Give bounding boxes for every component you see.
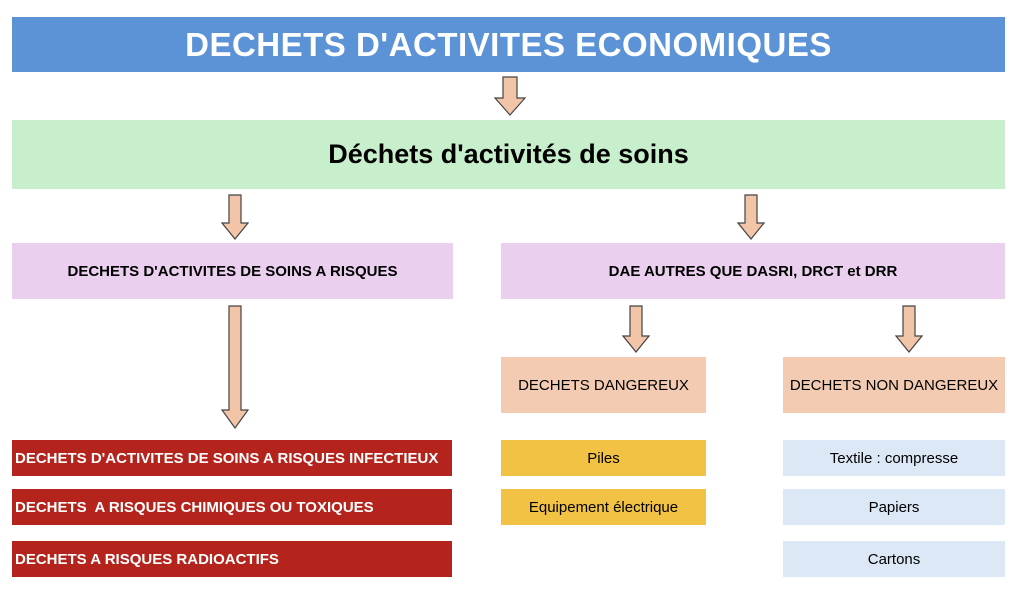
box-dechets-activites-soins — [12, 120, 1005, 189]
box-cartons — [783, 541, 1005, 577]
box-non-dangereux-label: DECHETS NON DANGEREUX — [789, 376, 999, 394]
risk-item-label: DECHETS A RISQUES CHIMIQUES OU TOXIQUES — [15, 498, 374, 516]
box-risques-infectieux — [12, 440, 452, 476]
arrow-down-icon — [494, 76, 526, 116]
box-piles — [501, 440, 706, 476]
box-equipement-electrique — [501, 489, 706, 525]
dangerous-item-label: Piles — [587, 449, 620, 467]
box-risques-radioactifs — [12, 541, 452, 577]
box-dasri-label: DECHETS D'ACTIVITES DE SOINS A RISQUES — [67, 262, 398, 280]
box-papiers — [783, 489, 1005, 525]
non-dangerous-item-label: Cartons — [867, 550, 921, 568]
arrow-down-icon — [895, 305, 923, 353]
box-dechets-dangereux — [501, 357, 706, 413]
box-risques-chimiques — [12, 489, 452, 525]
box-dae-label: DAE AUTRES QUE DASRI, DRCT et DRR — [608, 262, 898, 280]
non-dangerous-item-label: Papiers — [868, 498, 920, 516]
risk-item-label: DECHETS D'ACTIVITES DE SOINS A RISQUES INFECTIEUX — [15, 449, 439, 467]
top-box-label: DECHETS D'ACTIVITES ECONOMIQUES — [185, 25, 832, 63]
top-box-dechets-activites-economiques — [12, 17, 1005, 72]
dangerous-item-label: Equipement électrique — [528, 498, 679, 516]
arrow-down-icon — [221, 194, 249, 240]
arrow-down-icon — [737, 194, 765, 240]
box-dangereux-label: DECHETS DANGEREUX — [518, 376, 689, 394]
box-dechets-non-dangereux — [783, 357, 1005, 413]
box-dae-autres — [501, 243, 1005, 299]
arrow-down-icon — [221, 305, 249, 429]
box-soins-label: Déchets d'activités de soins — [328, 139, 689, 169]
risk-item-label: DECHETS A RISQUES RADIOACTIFS — [15, 550, 279, 568]
box-dasri — [12, 243, 453, 299]
non-dangerous-item-label: Textile : compresse — [829, 449, 959, 467]
box-textile-compresse — [783, 440, 1005, 476]
arrow-down-icon — [622, 305, 650, 353]
